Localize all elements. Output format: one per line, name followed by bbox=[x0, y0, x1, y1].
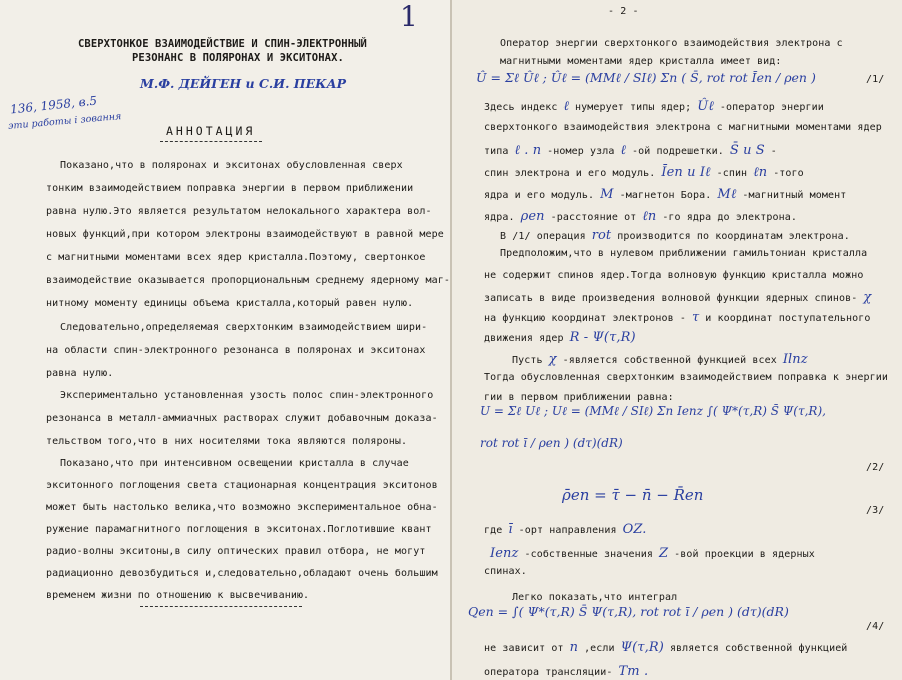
body-line: Экспериментально установленная узость полос спин-электронного bbox=[60, 390, 434, 401]
typed-text: типа bbox=[484, 146, 509, 157]
margin-note-line-1: 136, 1958, в.5 bbox=[9, 93, 98, 117]
typed-text: Пусть bbox=[512, 355, 543, 366]
handwritten-symbol: Mℓ bbox=[717, 187, 737, 202]
body-line: Показано,что в поляронах и экситонах обусловленная сверх bbox=[60, 160, 403, 171]
handwritten-symbol: Tm . bbox=[618, 664, 649, 679]
typed-text: Оператор энергии сверхтонкого взаимодействия электрона с bbox=[500, 38, 843, 49]
right-page bbox=[400, 0, 902, 680]
typed-text: -расстояние от bbox=[550, 212, 637, 223]
authors-handwritten: М.Ф. ДЕЙГЕН и С.И. ПЕКАР bbox=[140, 76, 347, 91]
typed-text: является собственной функцией bbox=[669, 643, 848, 654]
body-line: взаимодействие оказывается пропорциональным среднему ядерному маг- bbox=[46, 275, 450, 286]
left-page bbox=[0, 0, 450, 680]
formula-3: ρ̄en = τ̄ − n̄ − R̄en bbox=[562, 486, 704, 504]
body-line: равна нулю. bbox=[46, 368, 114, 379]
text-line bbox=[484, 522, 652, 537]
typed-text: -оператор энергии bbox=[719, 102, 824, 113]
typed-text: не зависит от bbox=[484, 643, 564, 654]
typed-text: - bbox=[770, 146, 777, 157]
document-title-line-2: РЕЗОНАНС В ПОЛЯРОНАХ И ЭКСИТОНАХ. bbox=[132, 52, 344, 64]
text-line bbox=[484, 392, 674, 403]
typed-text: магнитными моментами ядер кристалла имеет вид: bbox=[500, 56, 782, 67]
formula-2-line-1: U = Σℓ Uℓ ; Uℓ = (MMℓ / SIℓ) Σn Ienz ∫( Ψ*(τ,R) S̄ Ψ(τ,R), bbox=[480, 404, 826, 418]
text-line bbox=[484, 640, 847, 655]
typed-text: -является собственной функцией всех bbox=[562, 355, 777, 366]
typed-text: оператора трансляции- bbox=[484, 667, 613, 678]
page-number: - 2 - bbox=[608, 6, 639, 17]
text-line bbox=[484, 372, 888, 383]
text-line bbox=[500, 248, 867, 259]
document-title-line-1: СВЕРХТОНКОЕ ВЗАИМОДЕЙСТВИЕ И СПИН-ЭЛЕКТРОННЫЙ bbox=[78, 38, 367, 50]
handwritten-symbol: Ψ(τ,R) bbox=[620, 640, 664, 655]
margin-note-line-2: эти работы і зовання bbox=[7, 111, 122, 132]
heading-underline bbox=[160, 141, 262, 142]
body-line: резонанса в металл-аммиачных растворах служит добавочным доказа- bbox=[46, 413, 438, 424]
body-line: новых функций,при котором электроны взаимодействуют в равной мере bbox=[46, 229, 444, 240]
typed-text: и координат поступательного bbox=[705, 313, 871, 324]
body-line: радиационно девозбудиться и,следовательно,обладают очень большим bbox=[46, 568, 438, 579]
body-line: тонким взаимодействием поправка энергии в первом приближении bbox=[46, 183, 414, 194]
typed-text: -вой проекции в ядерных bbox=[674, 549, 815, 560]
handwritten-symbol: χ bbox=[863, 290, 872, 305]
handwritten-symbol: Z bbox=[658, 546, 669, 561]
annotation-heading: АННОТАЦИЯ bbox=[166, 124, 256, 138]
text-line bbox=[484, 290, 877, 305]
text-line bbox=[500, 228, 850, 243]
typed-text: Предположим,что в нулевом приближении гамильтониан кристалла bbox=[500, 248, 868, 259]
typed-text: В /1/ операция bbox=[500, 231, 586, 242]
formula-1: Û = Σℓ Ûℓ ; Ûℓ = (MMℓ / SIℓ) Σn ( S̄, rot rot Īen / ρen ) bbox=[476, 70, 816, 85]
handwritten-symbol: ℓ . n bbox=[514, 143, 542, 158]
typed-text: ядра. bbox=[484, 212, 515, 223]
body-line: на области спин-электронного резонанса в поляронах и экситонах bbox=[46, 345, 426, 356]
typed-text: -орт направления bbox=[518, 525, 617, 536]
body-line: равна нулю.Это является результатом нелокального характера вол- bbox=[46, 206, 432, 217]
typed-text: ядра и его модуль. bbox=[484, 190, 595, 201]
typed-text: спинах. bbox=[484, 566, 527, 577]
closing-rule bbox=[140, 606, 302, 607]
handwritten-symbol: ρen bbox=[520, 209, 545, 224]
body-line: с магнитными моментами всех ядер кристалла.Поэтому, свертонкое bbox=[46, 252, 426, 263]
text-line bbox=[484, 310, 871, 325]
typed-text: производится по координатам электрона. bbox=[617, 231, 850, 242]
handwritten-symbol: S̄ и S bbox=[729, 143, 765, 158]
typed-text: записать в виде произведения волновой функции ядерных спинов- bbox=[484, 293, 858, 304]
typed-text: -собственные значения bbox=[524, 549, 653, 560]
formula-4-label: /4/ bbox=[866, 621, 885, 632]
typed-text: движения ядер bbox=[484, 333, 564, 344]
handwritten-symbol: ℓ bbox=[563, 99, 569, 114]
text-line bbox=[500, 56, 782, 67]
formula-4: Qen = ∫( Ψ*(τ,R) S̄ Ψ(τ,R), rot rot ī / ρen ) (dτ)(dR) bbox=[468, 604, 789, 619]
body-line: Показано,что при интенсивном освещении кристалла в случае bbox=[60, 458, 409, 469]
handwritten-symbol: OZ. bbox=[622, 522, 647, 537]
typed-text: -номер узла bbox=[547, 146, 615, 157]
typed-text: не содержит спинов ядер.Тогда волновую функцию кристалла можно bbox=[484, 270, 864, 281]
body-line: экситонного поглощения света стационарная концентрация экситонов bbox=[46, 480, 438, 491]
body-line: Следовательно,определяемая сверхтонким взаимодействием шири- bbox=[60, 322, 428, 333]
handwritten-symbol: Ilnz bbox=[782, 352, 808, 367]
formula-2-label: /2/ bbox=[866, 462, 885, 473]
text-line bbox=[484, 546, 815, 561]
typed-text: -того bbox=[773, 168, 804, 179]
handwritten-symbol: ī bbox=[508, 522, 513, 537]
handwritten-symbol: χ bbox=[548, 352, 557, 367]
handwritten-symbol: ℓn bbox=[753, 165, 768, 180]
handwritten-symbol: Ûℓ bbox=[697, 99, 714, 114]
text-line bbox=[484, 330, 642, 345]
body-line: ружение парамагнитного поглощения в экситонах.Поглотившие квант bbox=[46, 524, 432, 535]
typed-text: -магнитный момент bbox=[742, 190, 847, 201]
typed-text: сверхтонкого взаимодействия электрона с магнитными моментами ядер bbox=[484, 122, 882, 133]
body-line: временем жизни по отношению к высвечиванию. bbox=[46, 590, 310, 601]
typed-text: -го ядра до электрона. bbox=[662, 212, 797, 223]
text-line bbox=[484, 664, 654, 679]
typed-text: -ой подрешетки. bbox=[632, 146, 724, 157]
text-line bbox=[484, 98, 824, 114]
text-line bbox=[484, 270, 863, 281]
corner-mark: 1 bbox=[400, 0, 418, 33]
handwritten-symbol: Ienz bbox=[490, 546, 519, 561]
handwritten-symbol: τ bbox=[691, 310, 700, 325]
typed-text: Здесь индекс bbox=[484, 102, 558, 113]
formula-2-line-2: rot rot ī / ρen ) (dτ)(dR) bbox=[480, 436, 623, 450]
body-line: нитному моменту единицы объема кристалла,который равен нулю. bbox=[46, 298, 414, 309]
body-line: может быть настолько велика,что возможно экспериментальное обна- bbox=[46, 502, 438, 513]
handwritten-symbol: rot bbox=[591, 228, 612, 243]
typed-text: Легко показать,что интеграл bbox=[512, 592, 678, 603]
body-line: радио-волны экситоны,в силу оптических правил отбора, не могут bbox=[46, 546, 426, 557]
handwritten-symbol: ℓ bbox=[620, 143, 627, 158]
handwritten-symbol: ℓn bbox=[642, 209, 657, 224]
typed-text: нумерует типы ядер; bbox=[574, 102, 692, 113]
typed-text: ,если bbox=[584, 643, 615, 654]
typed-text: -спин bbox=[716, 168, 748, 179]
text-line bbox=[484, 122, 882, 133]
text-line bbox=[484, 186, 846, 202]
body-line: тельством того,что в них носителями тока являются поляроны. bbox=[46, 436, 408, 447]
typed-text: на функцию координат электронов - bbox=[484, 313, 686, 324]
text-line bbox=[484, 566, 527, 577]
handwritten-symbol: Īen и Iℓ bbox=[661, 165, 711, 180]
formula-3-label: /3/ bbox=[866, 505, 885, 516]
typed-text: гии в первом приближении равна: bbox=[484, 392, 674, 403]
text-line bbox=[484, 142, 777, 158]
handwritten-symbol: M bbox=[600, 187, 614, 202]
typed-text: Тогда обусловленная сверхтонким взаимодействием поправка к энергии bbox=[484, 372, 888, 383]
typed-text: где bbox=[484, 525, 503, 536]
formula-1-label: /1/ bbox=[866, 74, 885, 85]
typed-text: спин электрона и его модуль. bbox=[484, 168, 656, 179]
typed-text: -магнетон Бора. bbox=[619, 190, 712, 201]
text-line bbox=[484, 164, 804, 180]
text-line bbox=[512, 352, 814, 367]
text-line bbox=[500, 38, 843, 49]
text-line bbox=[512, 592, 677, 603]
handwritten-symbol: R - Ψ(τ,R) bbox=[569, 330, 636, 345]
text-line bbox=[484, 208, 797, 224]
handwritten-symbol: n bbox=[569, 640, 579, 655]
